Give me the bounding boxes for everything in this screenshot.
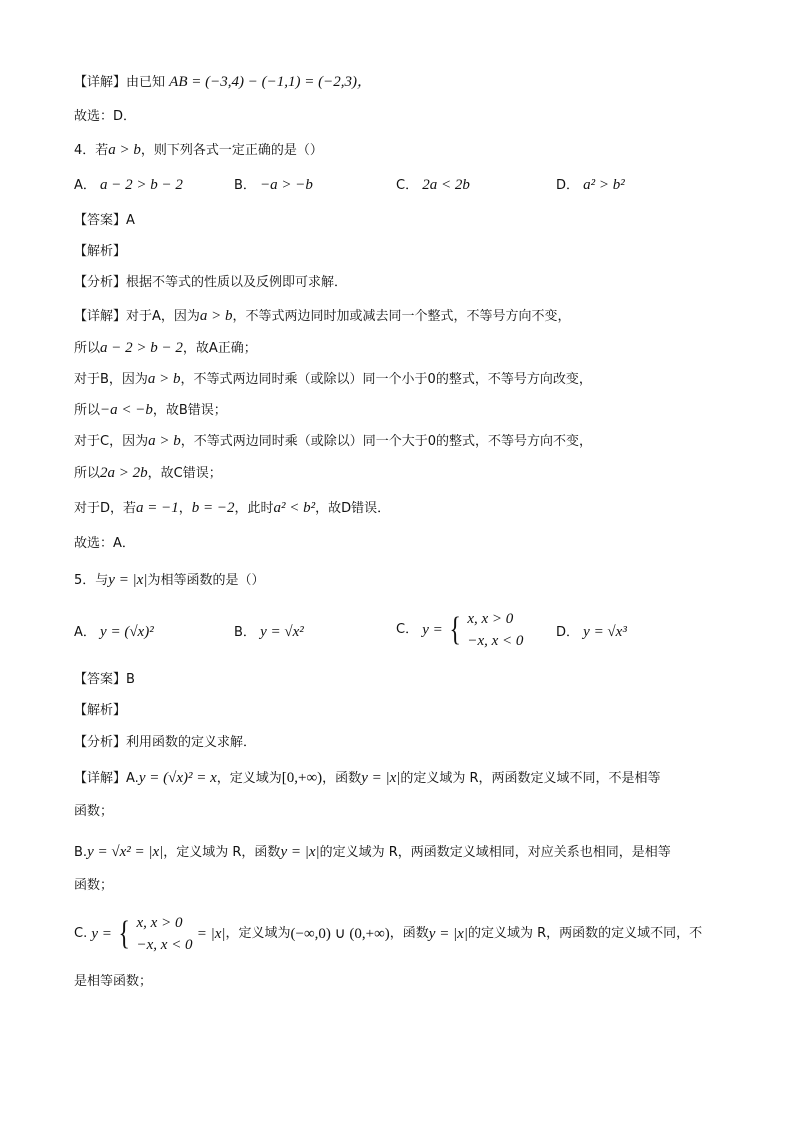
text-span: ，故B错误； bbox=[152, 403, 227, 418]
q4-option-d bbox=[556, 175, 625, 196]
math-span: y = bbox=[91, 926, 112, 942]
text-span: 的定义域为 R，两函数的定义域不同，不 bbox=[467, 926, 703, 941]
text-span: 对于B，因为 bbox=[74, 372, 148, 387]
text-span: 所以 bbox=[74, 341, 101, 356]
answer-5: 【答案】B bbox=[74, 672, 135, 687]
analysis-heading-4: 【解析】 bbox=[74, 244, 127, 259]
detail-5-line-2: 函数； bbox=[74, 804, 114, 819]
q5-option-d bbox=[556, 622, 627, 643]
option-label: A． bbox=[74, 178, 96, 193]
math-span: a > b bbox=[147, 371, 181, 387]
text-span: 所以 bbox=[74, 403, 101, 418]
math-span: y = √x³ bbox=[583, 624, 627, 640]
math-span: 2a < 2b bbox=[422, 177, 470, 193]
brace-icon: { bbox=[118, 915, 130, 952]
math-span: b = −2 bbox=[191, 500, 235, 516]
math-span: a² < b² bbox=[273, 500, 316, 516]
math-span: a² > b² bbox=[583, 177, 625, 193]
math-span: y = (√x)² = x bbox=[138, 770, 217, 786]
text-span: C. bbox=[74, 926, 88, 941]
math-span: y = |x| bbox=[428, 926, 468, 942]
math-span: −a < −b bbox=[100, 402, 153, 418]
detail-4-line-2 bbox=[74, 338, 257, 359]
detail-4-line-3 bbox=[74, 369, 592, 390]
option-label: A． bbox=[74, 625, 96, 640]
text-span: 对于D，若 bbox=[74, 501, 137, 516]
answer-4: 【答案】A bbox=[74, 213, 135, 228]
analysis-heading-5: 【解析】 bbox=[74, 703, 127, 718]
math-span: −a > −b bbox=[260, 177, 313, 193]
text-span: 所以 bbox=[74, 466, 101, 481]
option-label: C． bbox=[396, 622, 419, 637]
text-span: ，故D错误． bbox=[315, 501, 391, 516]
text-span: 【详解】A. bbox=[74, 771, 139, 786]
option-label: B． bbox=[234, 625, 256, 640]
text-span: 4．若 bbox=[74, 143, 109, 158]
option-label: D． bbox=[556, 178, 580, 193]
text-span: ， bbox=[178, 501, 192, 516]
option-label: D． bbox=[556, 625, 580, 640]
q5-option-c bbox=[396, 608, 523, 652]
text-span: ，不等式两边同时乘（或除以）同一个小于0的整式，不等号方向改变， bbox=[180, 372, 592, 387]
q4-option-c bbox=[396, 175, 470, 196]
choice-4: 故选：A． bbox=[74, 536, 135, 551]
math-span: y = √x² bbox=[260, 624, 304, 640]
text-span: 对于C，因为 bbox=[74, 434, 149, 449]
detail-5-line-4: 函数； bbox=[74, 878, 114, 893]
math-span: a − 2 > b − 2 bbox=[100, 177, 183, 193]
math-span: y = bbox=[422, 622, 443, 638]
detail-4-line-5 bbox=[74, 431, 592, 452]
math-span: (−∞,0) ∪ (0,+∞) bbox=[290, 926, 390, 942]
math-span: 2a > 2b bbox=[100, 465, 148, 481]
text-span: ，不等式两边同时加或减去同一个整式，不等号方向不变， bbox=[232, 309, 571, 324]
text-span: 【详解】由已知 bbox=[74, 75, 166, 90]
analysis-4: 【分析】根据不等式的性质以及反例即可求解． bbox=[74, 275, 348, 290]
text-span: ，不等式两边同时乘（或除以）同一个大于0的整式，不等号方向不变， bbox=[180, 434, 592, 449]
detail-5-line-1 bbox=[74, 768, 661, 789]
case-row: x, x > 0 bbox=[467, 611, 514, 627]
text-span: ，此时 bbox=[234, 501, 274, 516]
question-5 bbox=[74, 570, 264, 591]
math-span: a > b bbox=[148, 433, 181, 449]
case-row: −x, x < 0 bbox=[467, 633, 524, 649]
q5-option-a bbox=[74, 622, 154, 643]
text-span: ，函数 bbox=[322, 771, 362, 786]
detail-4-line-4 bbox=[74, 400, 227, 421]
math-span: AB = (−3,4) − (−1,1) = (−2,3)， bbox=[169, 74, 372, 90]
math-span: a = −1 bbox=[136, 500, 179, 516]
case-row: −x, x < 0 bbox=[136, 937, 193, 953]
detail-4-line-1 bbox=[74, 306, 571, 327]
text-span: ，故A正确； bbox=[182, 341, 257, 356]
analysis-5: 【分析】利用函数的定义求解． bbox=[74, 735, 257, 750]
math-span: y = |x| bbox=[280, 844, 320, 860]
detail-line-ab bbox=[74, 72, 372, 93]
question-4 bbox=[74, 140, 323, 161]
detail-4-line-7 bbox=[74, 498, 390, 519]
text-span: 为相等函数的是（） bbox=[147, 573, 265, 588]
text-span: 的定义域为 R，两函数定义域不同，不是相等 bbox=[400, 771, 661, 786]
detail-5-line-6: 是相等函数； bbox=[74, 974, 153, 989]
text-span: 【详解】对于A，因为 bbox=[74, 309, 200, 324]
math-span: y = |x| bbox=[361, 770, 401, 786]
math-span: [0,+∞) bbox=[281, 770, 323, 786]
piecewise-cases bbox=[467, 608, 523, 652]
detail-4-line-6 bbox=[74, 463, 222, 484]
piecewise-cases bbox=[137, 912, 193, 956]
text-span: ，定义域为 bbox=[225, 926, 291, 941]
text-span: 5．与 bbox=[74, 573, 109, 588]
math-span: = |x| bbox=[196, 926, 226, 942]
detail-5-line-5 bbox=[74, 912, 702, 956]
text-span: ，故C错误； bbox=[147, 466, 222, 481]
text-span: ，则下列各式一定正确的是（） bbox=[140, 143, 323, 158]
brace-icon: { bbox=[449, 611, 461, 648]
q5-option-b bbox=[234, 622, 304, 643]
text-span: 的定义域为 R，两函数定义域相同，对应关系也相同，是相等 bbox=[319, 845, 671, 860]
option-label: C． bbox=[396, 178, 419, 193]
math-span: a > b bbox=[199, 308, 233, 324]
math-span: a − 2 > b − 2 bbox=[100, 340, 183, 356]
math-span: y = √x² = |x| bbox=[87, 844, 164, 860]
text-span: ，定义域为 R，函数 bbox=[163, 845, 281, 860]
math-span: y = |x| bbox=[108, 572, 148, 588]
q4-option-b bbox=[234, 175, 313, 196]
math-span: a > b bbox=[108, 142, 141, 158]
option-label: B． bbox=[234, 178, 256, 193]
math-span: y = (√x)² bbox=[100, 624, 154, 640]
detail-5-line-3 bbox=[74, 842, 671, 863]
choice-line: 故选：D． bbox=[74, 109, 137, 124]
text-span: ，定义域为 bbox=[216, 771, 282, 786]
text-span: ，函数 bbox=[389, 926, 429, 941]
text-span: B. bbox=[74, 845, 88, 860]
q4-option-a bbox=[74, 175, 183, 196]
case-row: x, x > 0 bbox=[136, 915, 183, 931]
